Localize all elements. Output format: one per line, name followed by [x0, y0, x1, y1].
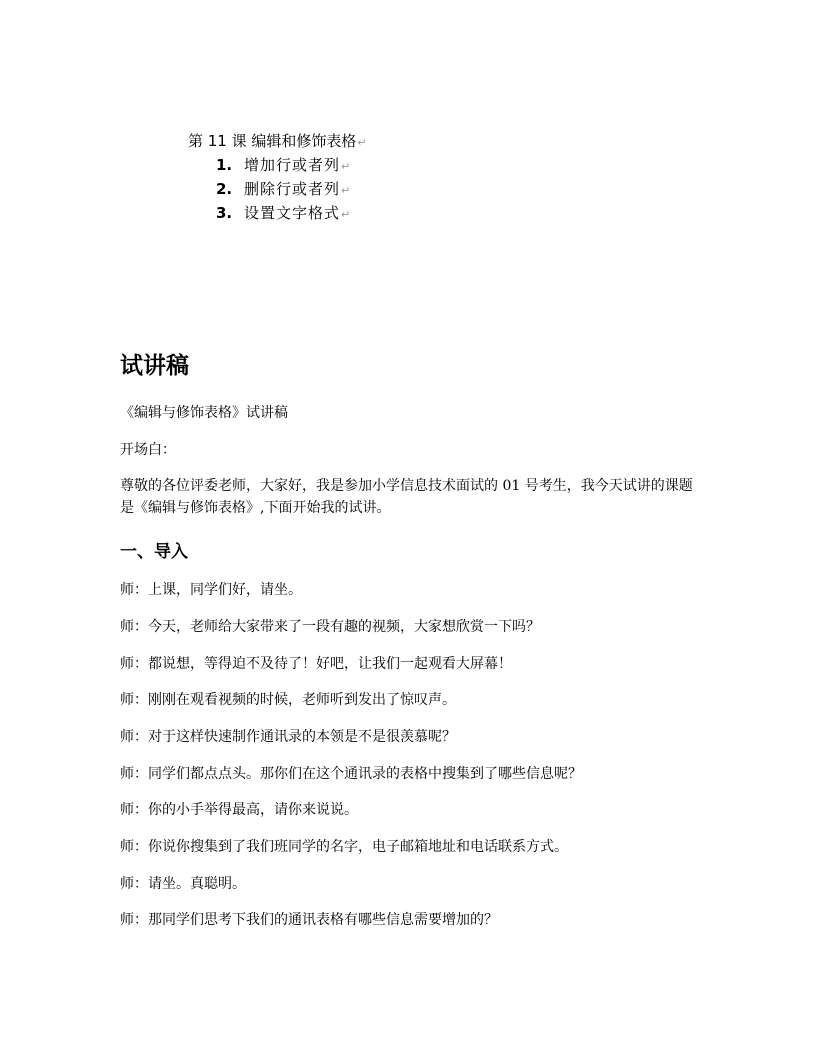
- dialogue-line: 师：请坐。真聪明。: [120, 876, 246, 892]
- dialogue-line: 师：刚刚在观看视频的时候，老师听到发出了惊叹声。: [120, 692, 456, 708]
- dialogue-line: 师：对于这样快速制作通讯录的本领是不是很羡慕呢？: [120, 729, 456, 745]
- outline-item-text: 增加行或者列↵: [244, 156, 352, 174]
- paragraph-mark-icon: ↵: [341, 184, 352, 197]
- dialogue-line: 师：同学们都点点头。那你们在这个通讯录的表格中搜集到了哪些信息呢？: [120, 766, 582, 782]
- outline-item: [188, 201, 367, 225]
- document-heading: 试讲稿: [120, 353, 189, 379]
- dialogue-line: 师：今天，老师给大家带来了一段有趣的视频，大家想欣赏一下吗？: [120, 619, 540, 635]
- dialogue-line: 师：那同学们思考下我们的通讯表格有哪些信息需要增加的？: [120, 912, 498, 928]
- script-subtitle: 《编辑与修饰表格》试讲稿: [120, 405, 288, 421]
- outline-item-text: 设置文字格式↵: [244, 204, 352, 222]
- lesson-outline: [188, 131, 367, 225]
- paragraph-mark-icon: ↵: [341, 208, 352, 221]
- paragraph-mark-icon: ↵: [357, 136, 367, 149]
- outline-title: 第 11 课 编辑和修饰表格↵: [188, 132, 367, 150]
- dialogue-line: 师：上课，同学们好，请坐。: [120, 582, 302, 598]
- section-heading: 一、导入: [120, 542, 188, 562]
- opening-label: 开场白：: [120, 442, 176, 458]
- outline-item-number: 1.: [216, 156, 233, 174]
- dialogue-line: 师：你说你搜集到了我们班同学的名字，电子邮箱地址和电话联系方式。: [120, 839, 568, 855]
- outline-item: [188, 177, 367, 201]
- dialogue-line: 师：你的小手举得最高，请你来说说。: [120, 802, 358, 818]
- opening-paragraph: 尊敬的各位评委老师，大家好，我是参加小学信息技术面试的 01 号考生，我今天试讲的课题是《编辑与修饰表格》,下面开始我的试讲。: [120, 478, 693, 516]
- outline-item-text: 删除行或者列↵: [244, 180, 352, 198]
- outline-item-number: 3.: [216, 204, 233, 222]
- dialogue-line: 师：都说想，等得迫不及待了！好吧，让我们一起观看大屏幕！: [120, 656, 512, 672]
- outline-item: [188, 153, 367, 177]
- paragraph-mark-icon: ↵: [341, 160, 352, 173]
- outline-item-number: 2.: [216, 180, 233, 198]
